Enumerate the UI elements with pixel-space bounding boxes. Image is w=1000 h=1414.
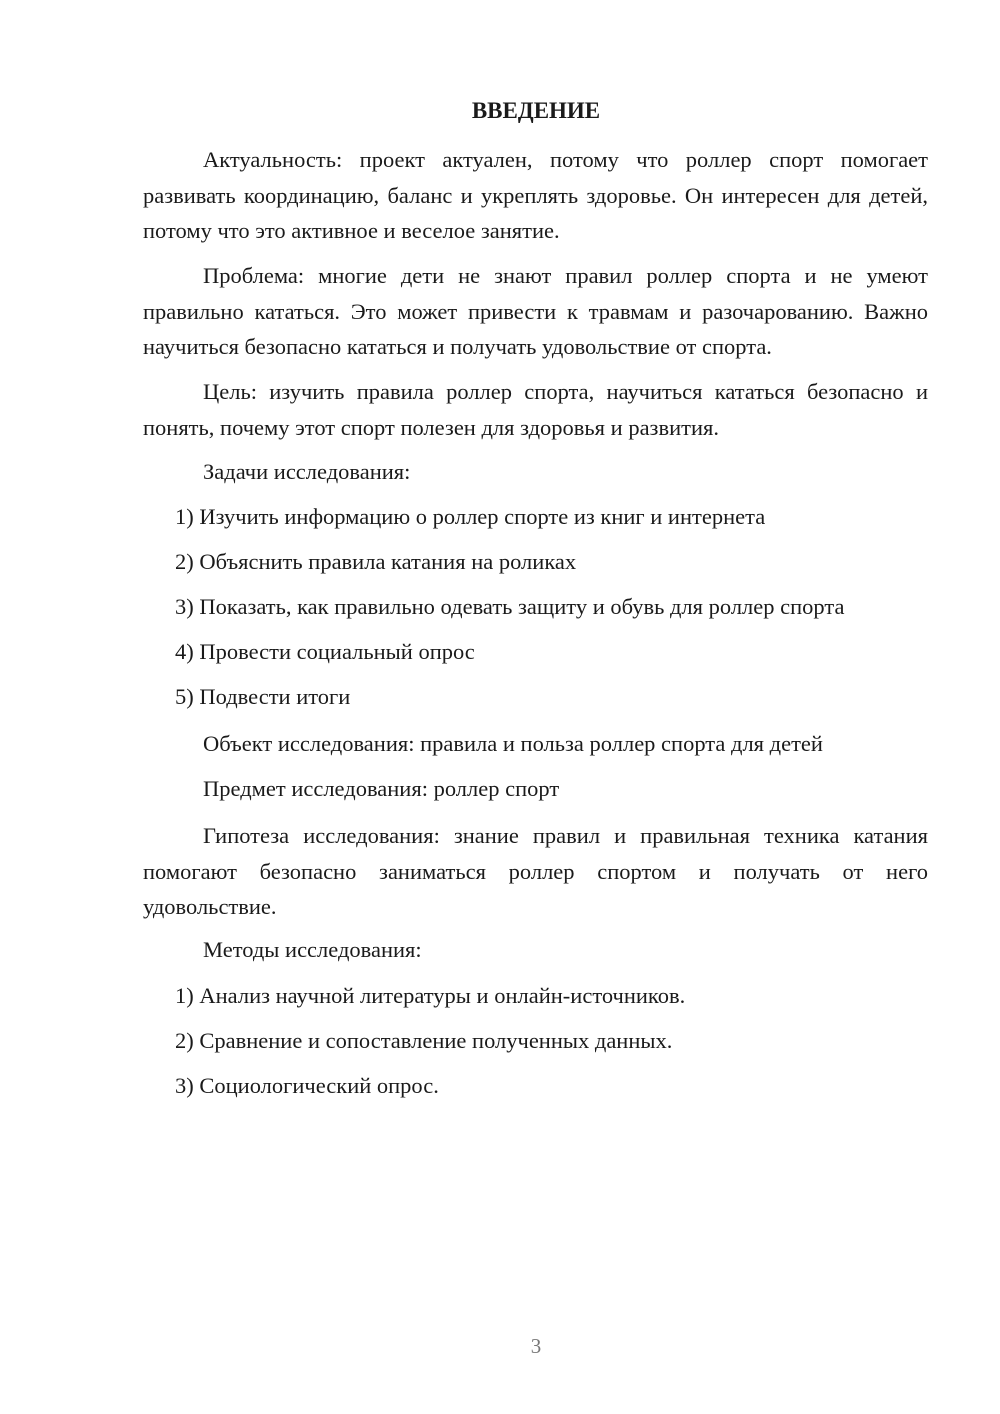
hypothesis-paragraph: Гипотеза исследования: знание правил и правильная техника катания помогают безопасно заниматься роллер спортом и получать от него удовольствие.: [143, 823, 928, 919]
task-item: 3) Показать, как правильно одевать защиту и обувь для роллер спорта: [175, 594, 845, 619]
method-item: 2) Сравнение и сопоставление полученных данных.: [175, 1028, 673, 1053]
tasks-heading: Задачи исследования:: [203, 459, 411, 484]
method-item: 3) Социологический опрос.: [175, 1073, 439, 1098]
problem-paragraph: Проблема: многие дети не знают правил роллер спорта и не умеют правильно кататься. Это может привести к травмам и разочарованию. Важно научиться безопасно кататься и получать удовольствие от спорта.: [143, 263, 928, 359]
goal-paragraph: Цель: изучить правила роллер спорта, научиться кататься безопасно и понять, почему этот спорт полезен для здоровья и развития.: [143, 379, 928, 440]
section-title: ВВЕДЕНИЕ: [471, 98, 601, 123]
research-object: Объект исследования: правила и польза роллер спорта для детей: [203, 731, 823, 756]
task-item: 1) Изучить информацию о роллер спорте из книг и интернета: [175, 504, 766, 529]
research-subject: Предмет исследования: роллер спорт: [203, 776, 560, 801]
method-item: 1) Анализ научной литературы и онлайн-источников.: [175, 983, 686, 1008]
task-item: 5) Подвести итоги: [175, 684, 351, 709]
page-number: 3: [530, 1334, 542, 1358]
task-item: 4) Провести социальный опрос: [175, 639, 475, 664]
methods-heading: Методы исследования:: [203, 937, 422, 962]
task-item: 2) Объяснить правила катания на роликах: [175, 549, 577, 574]
relevance-paragraph: Актуальность: проект актуален, потому что роллер спорт помогает развивать координацию, баланс и укреплять здоровье. Он интересен для детей, потому что это активное и веселое занятие.: [143, 147, 928, 243]
